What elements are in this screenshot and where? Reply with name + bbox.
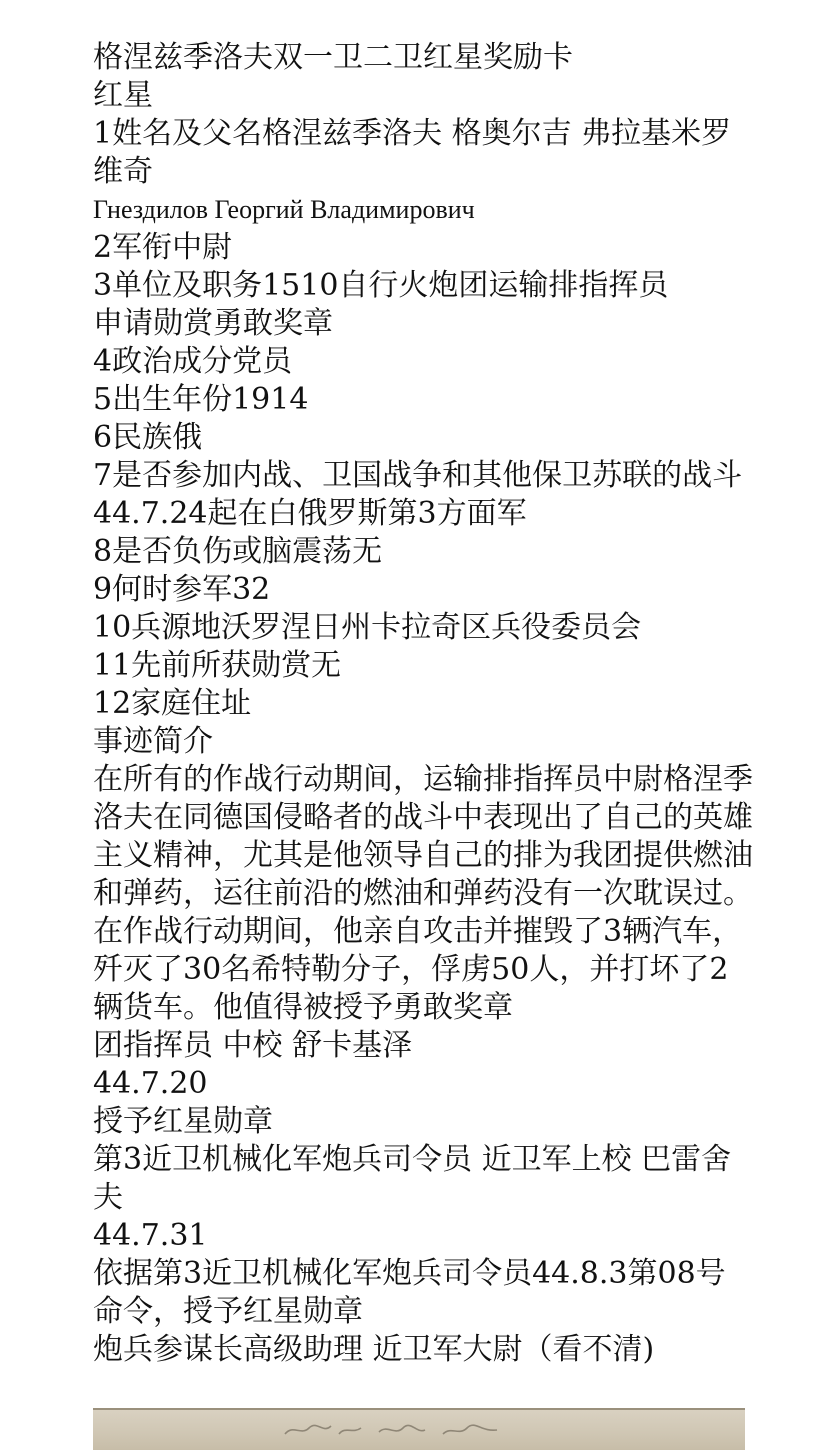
field-name: 1姓名及父名格涅兹季洛夫 格奥尔吉 弗拉基米罗维奇	[93, 116, 732, 189]
summary-paragraph-2: 在作战行动期间，他亲自攻击并摧毁了3辆汽车，歼灭了30名希特勒分子，俘虏50人，并打坏了2辆货车。他值得被授予勇敢奖章	[93, 914, 743, 1025]
field-nominated-award: 申请勋赏勇敢奖章	[93, 306, 333, 341]
handwriting-icon	[283, 1422, 503, 1438]
field-home-address: 12家庭住址	[93, 686, 252, 721]
card-title: 格涅兹季洛夫双一卫二卫红星奖励卡	[93, 40, 573, 75]
field-rank: 2军衔中尉	[93, 230, 233, 265]
field-war-participation: 7是否参加内战、卫国战争和其他保卫苏联的战斗44.7.24起在白俄罗斯第3方面军	[93, 458, 743, 531]
regiment-commander: 团指挥员 中校 舒卡基泽	[93, 1028, 413, 1063]
summary-heading: 事迹简介	[93, 724, 213, 759]
staff-signature: 炮兵参谋长高级助理 近卫军大尉（看不清)	[93, 1332, 655, 1367]
award-decision-1: 授予红星勋章	[93, 1104, 273, 1139]
date-1: 44.7.20	[93, 1066, 208, 1101]
field-party: 4政治成分党员	[93, 344, 293, 379]
field-previous-awards: 11先前所获勋赏无	[93, 648, 342, 683]
field-unit-position: 3单位及职务1510自行火炮团运输排指挥员	[93, 268, 669, 303]
field-recruitment-office: 10兵源地沃罗涅日州卡拉奇区兵役委员会	[93, 610, 642, 645]
field-enlistment: 9何时参军32	[93, 572, 271, 607]
document-text	[93, 39, 753, 1369]
scanned-document-image	[93, 1408, 745, 1450]
field-birth-year: 5出生年份1914	[93, 382, 309, 417]
order-reference: 依据第3近卫机械化军炮兵司令员44.8.3第08号命令，授予红星勋章	[93, 1256, 726, 1329]
date-2: 44.7.31	[93, 1218, 208, 1253]
summary-paragraph-1: 在所有的作战行动期间，运输排指挥员中尉格涅季洛夫在同德国侵略者的战斗中表现出了自己的英雄主义精神，尤其是他领导自己的排为我团提供燃油和弹药，运往前沿的燃油和弹药没有一次耽误过。	[93, 762, 753, 911]
field-name-russian: Гнездилов Георгий Владимирович	[93, 195, 475, 224]
artillery-commander: 第3近卫机械化军炮兵司令员 近卫军上校 巴雷舍夫	[93, 1142, 732, 1215]
award-name: 红星	[93, 78, 153, 113]
field-nationality: 6民族俄	[93, 420, 203, 455]
field-wounds: 8是否负伤或脑震荡无	[93, 534, 383, 569]
